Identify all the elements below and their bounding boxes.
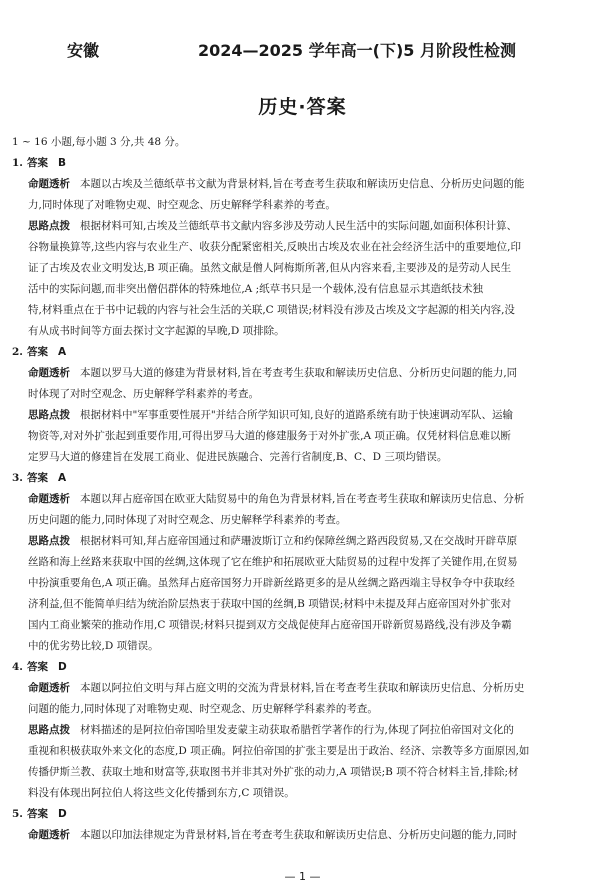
analysis-text: 根据材料可知,古埃及兰德纸草书文献内容多涉及劳动人民生活中的实际问题,如面积体积计算、 (80, 220, 518, 232)
analysis-line (12, 783, 592, 804)
intent-line (12, 174, 592, 195)
analysis-text: 物资等,对对外扩张起到重要作用,可得出罗马大道的修建服务于对外扩张,A 项正确。仅凭材料信息难以断 (28, 430, 511, 442)
page-header (0, 38, 605, 64)
analysis-line (12, 636, 592, 657)
intent-label: 命题透析 (28, 829, 70, 841)
subject-title: 历史·答案 (258, 96, 347, 118)
question-number: 1. (12, 157, 23, 169)
answer-label: 答案 (26, 472, 48, 484)
intent-line (12, 510, 592, 531)
question-answer-line (12, 657, 592, 678)
question-answer-line (12, 153, 592, 174)
analysis-line (12, 300, 592, 321)
answer-label: 答案 (26, 157, 48, 169)
analysis-line (12, 615, 592, 636)
analysis-text: 中扮演重要角色,A 项正确。虽然拜占庭帝国努力开辟新丝路更多的是从丝绸之路西端主导权争夺中获取经 (28, 577, 515, 589)
answer-content (12, 132, 592, 846)
answer-value: B (57, 157, 66, 169)
answer-value: A (57, 472, 67, 484)
intent-line (12, 489, 592, 510)
analysis-line (12, 447, 592, 468)
intent-text: 本题以罗马大道的修建为背景材料,旨在考查考生获取和解读历史信息、分析历史问题的能力,同 (80, 367, 518, 379)
intent-label: 命题透析 (28, 682, 70, 694)
analysis-text: 谷物量换算等,这些内容与农业生产、收获分配紧密相关,反映出古埃及农业在社会经济生活中的重要地位,印 (28, 241, 522, 253)
analysis-line (12, 531, 592, 552)
analysis-text: 特,材料重点在于书中记载的内容与社会生活的关联,C 项错误;材料没有涉及古埃及文字起源的相关内容,没 (28, 304, 515, 316)
intent-text: 历史问题的能力,同时体现了对时空观念、历史解释学科素养的考查。 (28, 514, 347, 526)
analysis-line (12, 279, 592, 300)
intro-text: 1 ~ 16 小题,每小题 3 分,共 48 分。 (12, 136, 186, 148)
intent-label: 命题透析 (28, 367, 70, 379)
analysis-text: 国内工商业繁荣的推动作用,C 项错误;材料只提到双方交战促使拜占庭帝国开辟新贸易路线,没有涉及争霸 (28, 619, 512, 631)
answer-value: D (57, 808, 67, 820)
intent-line (12, 363, 592, 384)
analysis-line (12, 258, 592, 279)
analysis-text: 料没有体现出阿拉伯人将这些文化传播到东方,C 项错误。 (28, 787, 295, 799)
analysis-text: 根据材料可知,拜占庭帝国通过和萨珊波斯订立和约保障丝绸之路西段贸易,又在交战时开辟草原 (80, 535, 518, 547)
analysis-text: 济利益,但不能简单归结为统治阶层热衷于获取中国的丝绸,B 项错误;材料中未提及拜占庭帝国对外扩张对 (28, 598, 512, 610)
analysis-text: 定罗马大道的修建旨在发展工商业、促进民族融合、完善行省制度,B、C、D 三项均错误。 (28, 451, 448, 463)
analysis-label: 思路点拨 (28, 724, 70, 736)
question-number: 4. (12, 661, 23, 673)
intent-text: 问题的能力,同时体现了对唯物史观、时空观念、历史解释学科素养的考查。 (28, 703, 378, 715)
analysis-line (12, 720, 592, 741)
intent-line (12, 699, 592, 720)
analysis-label: 思路点拨 (28, 220, 70, 232)
analysis-label: 思路点拨 (28, 535, 70, 547)
analysis-line (12, 741, 592, 762)
intent-text: 本题以拜占庭帝国在欧亚大陆贸易中的角色为背景材料,旨在考查考生获取和解读历史信息、分析 (80, 493, 525, 505)
analysis-line (12, 426, 592, 447)
question-number: 3. (12, 472, 23, 484)
intent-text: 时体现了对时空观念、历史解释学科素养的考查。 (28, 388, 259, 400)
intent-text: 本题以印加法律规定为背景材料,旨在考查考生获取和解读历史信息、分析历史问题的能力,同时 (80, 829, 518, 841)
exam-title: 2024—2025 学年高一(下)5 月阶段性检测 (198, 41, 516, 60)
analysis-line (12, 321, 592, 342)
analysis-line (12, 237, 592, 258)
question-number: 5. (12, 808, 23, 820)
analysis-text: 材料描述的是阿拉伯帝国哈里发麦蒙主动获取希腊哲学著作的行为,体现了阿拉伯帝国对文化的 (80, 724, 514, 736)
intent-line (12, 678, 592, 699)
region-label: 安徽 (67, 41, 100, 60)
question-answer-line (12, 804, 592, 825)
intent-line (12, 384, 592, 405)
answer-value: D (57, 661, 67, 673)
analysis-line (12, 573, 592, 594)
analysis-label: 思路点拨 (28, 409, 70, 421)
question-number: 2. (12, 346, 23, 358)
answer-label: 答案 (26, 661, 48, 673)
analysis-text: 重视和积极获取外来文化的态度,D 项正确。阿拉伯帝国的扩张主要是出于政治、经济、宗教等多方面原因,如 (28, 745, 530, 757)
analysis-text: 活中的实际问题,而非突出僧侣群体的特殊地位,A ;纸草书只是一个载体,没有信息显示其造纸技术独 (28, 283, 483, 295)
analysis-text: 根据材料中"军事重要性展开"并结合所学知识可知,良好的道路系统有助于快速调动军队、运输 (80, 409, 513, 421)
answer-label: 答案 (26, 808, 48, 820)
intent-text: 本题以古埃及兰德纸草书文献为背景材料,旨在考查考生获取和解读历史信息、分析历史问题的能 (80, 178, 525, 190)
analysis-line (12, 216, 592, 237)
question-answer-line (12, 468, 592, 489)
intent-line (12, 825, 592, 846)
analysis-text: 中的优劣势比较,D 项错误。 (28, 640, 159, 652)
intent-text: 力,同时体现了对唯物史观、时空观念、历史解释学科素养的考查。 (28, 199, 336, 211)
page-number: — 1 — (284, 870, 321, 883)
intent-label: 命题透析 (28, 178, 70, 190)
analysis-text: 有从成书时间等方面去探讨文字起源的早晚,D 项排除。 (28, 325, 285, 337)
intent-line (12, 195, 592, 216)
intent-text: 本题以阿拉伯文明与拜占庭文明的交流为背景材料,旨在考查考生获取和解读历史信息、分析历史 (80, 682, 525, 694)
analysis-line (12, 552, 592, 573)
intent-label: 命题透析 (28, 493, 70, 505)
analysis-text: 传播伊斯兰教、获取土地和财富等,获取图书并非其对外扩张的动力,A 项错误;B 项不符合材料主旨,排除;材 (28, 766, 519, 778)
analysis-line (12, 405, 592, 426)
answer-value: A (57, 346, 67, 358)
analysis-line (12, 762, 592, 783)
analysis-line (12, 594, 592, 615)
analysis-text: 丝路和海上丝路来获取中国的丝绸,这体现了它在维护和拓展欧亚大陆贸易的过程中发挥了关键作用,在贸易 (28, 556, 518, 568)
analysis-text: 证了古埃及农业文明发达,B 项正确。虽然文献是僧人阿梅斯所著,但从内容来看,主要涉及的是劳动人民生 (28, 262, 512, 274)
answer-label: 答案 (26, 346, 48, 358)
question-answer-line (12, 342, 592, 363)
